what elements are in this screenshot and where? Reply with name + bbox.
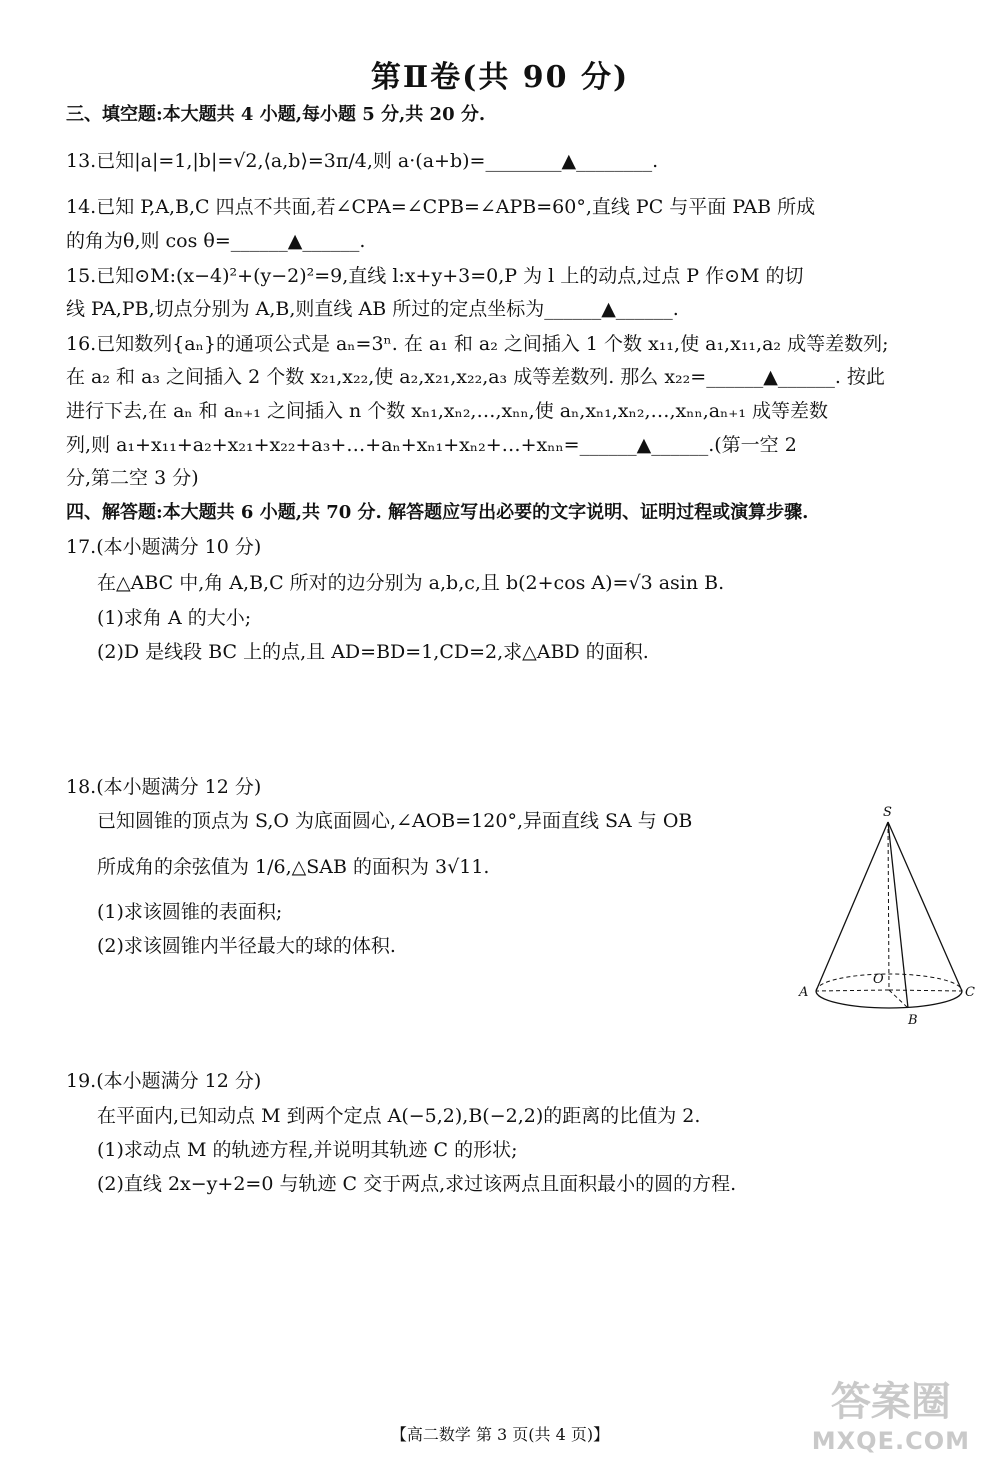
question-18-part-2: (2)求该圆锥内半径最大的球的体积. xyxy=(97,935,396,957)
cone-base-front-arc xyxy=(816,991,962,1008)
watermark-url: MXQE.COM xyxy=(811,1427,970,1455)
question-19-part-2: (2)直线 2x−y+2=0 与轨迹 C 交于两点,求过该两点且面积最小的圆的方程. xyxy=(97,1173,737,1195)
question-17-part-2: (2)D 是线段 BC 上的点,且 AD=BD=1,CD=2,求△ABD 的面积. xyxy=(97,641,649,663)
page-title: 第Ⅱ卷(共 90 分) xyxy=(370,60,630,95)
label-b: B xyxy=(908,1013,918,1028)
question-17-part-1: (1)求角 A 的大小; xyxy=(97,607,252,629)
watermark-text: 答案圈 xyxy=(830,1379,951,1425)
cone-axis-so xyxy=(888,822,889,990)
radius-oa xyxy=(816,990,889,991)
label-s: S xyxy=(883,805,892,820)
question-16-line-5: 分,第二空 3 分) xyxy=(66,467,199,489)
watermark xyxy=(812,1370,970,1455)
section-4-heading: 四、解答题:本大题共 6 小题,共 70 分. 解答题应写出必要的文字说明、证明过程或演算步骤. xyxy=(66,502,809,523)
question-16-line-2: 在 a₂ 和 a₃ 之间插入 2 个数 x₂₁,x₂₂,使 a₂,x₂₁,x₂₂,a₃ 成等差数列. 那么 x₂₂=______▲______. 按此 xyxy=(66,366,885,388)
question-14-line-1: 14.已知 P,A,B,C 四点不共面,若∠CPA=∠CPB=∠APB=60°,直线 PC 与平面 PAB 所成 xyxy=(66,196,816,218)
question-18-part-1: (1)求该圆锥的表面积; xyxy=(97,901,283,923)
question-19-part-1: (1)求动点 M 的轨迹方程,并说明其轨迹 C 的形状; xyxy=(97,1139,518,1161)
cone-figure xyxy=(790,800,990,1035)
cone-edge-sa xyxy=(816,822,888,991)
question-18-header: 18.(本小题满分 12 分) xyxy=(66,776,262,798)
label-o: O xyxy=(873,972,884,987)
question-19-line-1: 在平面内,已知动点 M 到两个定点 A(−5,2),B(−2,2)的距离的比值为 2. xyxy=(97,1105,701,1127)
question-18-line-2: 所成角的余弦值为 1/6,△SAB 的面积为 3√11. xyxy=(97,856,490,878)
question-16-line-3: 进行下去,在 aₙ 和 aₙ₊₁ 之间插入 n 个数 xₙ₁,xₙ₂,…,xₙₙ,使 aₙ,xₙ₁,xₙ₂,…,xₙₙ,aₙ₊₁ 成等差数 xyxy=(66,400,828,422)
question-16-line-1: 16.已知数列{aₙ}的通项公式是 aₙ=3ⁿ. 在 a₁ 和 a₂ 之间插入 1 个数 x₁₁,使 a₁,x₁₁,a₂ 成等差数列; xyxy=(66,333,889,355)
question-17-line-1: 在△ABC 中,角 A,B,C 所对的边分别为 a,b,c,且 b(2+cos A)=√3 asin B. xyxy=(97,572,725,594)
question-19-header: 19.(本小题满分 12 分) xyxy=(66,1070,262,1092)
question-15-line-2: 线 PA,PB,切点分别为 A,B,则直线 AB 所过的定点坐标为______▲______. xyxy=(66,298,679,320)
question-14-line-2: 的角为θ,则 cos θ=______▲______. xyxy=(66,230,366,252)
question-13: 13.已知|a|=1,|b|=√2,⟨a,b⟩=3π/4,则 a·(a+b)=________▲________. xyxy=(66,150,659,172)
radius-ob xyxy=(889,990,908,1008)
section-3-heading: 三、填空题:本大题共 4 小题,每小题 5 分,共 20 分. xyxy=(66,104,486,125)
radius-oc xyxy=(889,990,962,991)
cone-edge-sb xyxy=(888,822,908,1008)
label-c: C xyxy=(965,985,975,1000)
cone-edge-sc xyxy=(888,822,962,991)
label-a: A xyxy=(799,985,809,1000)
question-18-line-1: 已知圆锥的顶点为 S,O 为底面圆心,∠AOB=120°,异面直线 SA 与 OB xyxy=(97,810,693,832)
question-15-line-1: 15.已知⊙M:(x−4)²+(y−2)²=9,直线 l:x+y+3=0,P 为 l 上的动点,过点 P 作⊙M 的切 xyxy=(66,265,804,287)
question-17-header: 17.(本小题满分 10 分) xyxy=(66,536,262,558)
page-footer: 【高二数学 第 3 页(共 4 页)】 xyxy=(390,1425,610,1444)
question-16-line-4: 列,则 a₁+x₁₁+a₂+x₂₁+x₂₂+a₃+…+aₙ+xₙ₁+xₙ₂+…+xₙₙ=______▲______.(第一空 2 xyxy=(66,434,797,456)
